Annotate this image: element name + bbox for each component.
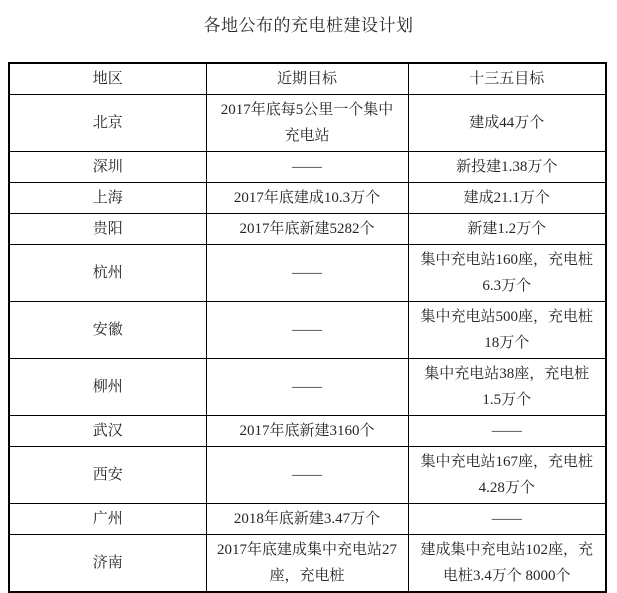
cell-five-year-goal: 新投建1.38万个 (408, 152, 606, 183)
cell-region: 贵阳 (9, 214, 206, 245)
page-title: 各地公布的充电桩建设计划 (203, 16, 414, 35)
cell-region: 广州 (9, 504, 206, 535)
table-row (9, 504, 606, 535)
cell-near-term-goal: —— (206, 152, 408, 183)
table-row (9, 535, 606, 593)
cell-region: 武汉 (9, 416, 206, 447)
header-region: 地区 (9, 63, 206, 95)
cell-near-term-goal: —— (206, 359, 408, 416)
cell-five-year-goal: —— (408, 504, 606, 535)
cell-region: 深圳 (9, 152, 206, 183)
table-body (9, 95, 606, 593)
cell-five-year-goal: 建成44万个 (408, 95, 606, 152)
cell-near-term-goal: —— (206, 302, 408, 359)
cell-five-year-goal: 集中充电站167座，充电桩4.28万个 (408, 447, 606, 504)
table-row (9, 245, 606, 302)
table-row (9, 416, 606, 447)
table-row (9, 359, 606, 416)
cell-near-term-goal: —— (206, 447, 408, 504)
cell-near-term-goal: —— (206, 245, 408, 302)
cell-five-year-goal: 建成21.1万个 (408, 183, 606, 214)
cell-near-term-goal: 2017年底建成10.3万个 (206, 183, 408, 214)
cell-five-year-goal: 集中充电站38座，充电桩1.5万个 (408, 359, 606, 416)
cell-five-year-goal: 建成集中充电站102座，充电桩3.4万个 8000个 (408, 535, 606, 593)
charging-pile-plan-table (8, 62, 607, 593)
table-header-row (9, 63, 606, 95)
cell-near-term-goal: 2017年底新建3160个 (206, 416, 408, 447)
table-row (9, 447, 606, 504)
cell-region: 北京 (9, 95, 206, 152)
cell-near-term-goal: 2017年底每5公里一个集中充电站 (206, 95, 408, 152)
cell-region: 杭州 (9, 245, 206, 302)
header-near-term-goal: 近期目标 (206, 63, 408, 95)
cell-near-term-goal: 2017年底建成集中充电站27座，充电桩 (206, 535, 408, 593)
cell-region: 安徽 (9, 302, 206, 359)
cell-region: 济南 (9, 535, 206, 593)
cell-five-year-goal: 新建1.2万个 (408, 214, 606, 245)
cell-region: 柳州 (9, 359, 206, 416)
table-row (9, 302, 606, 359)
table-row (9, 214, 606, 245)
table-row (9, 183, 606, 214)
cell-near-term-goal: 2017年底新建5282个 (206, 214, 408, 245)
cell-near-term-goal: 2018年底新建3.47万个 (206, 504, 408, 535)
cell-region: 上海 (9, 183, 206, 214)
table-row (9, 152, 606, 183)
table-row (9, 95, 606, 152)
cell-five-year-goal: 集中充电站500座，充电桩18万个 (408, 302, 606, 359)
cell-five-year-goal: —— (408, 416, 606, 447)
cell-five-year-goal: 集中充电站160座，充电桩6.3万个 (408, 245, 606, 302)
cell-region: 西安 (9, 447, 206, 504)
header-five-year-goal: 十三五目标 (408, 63, 606, 95)
